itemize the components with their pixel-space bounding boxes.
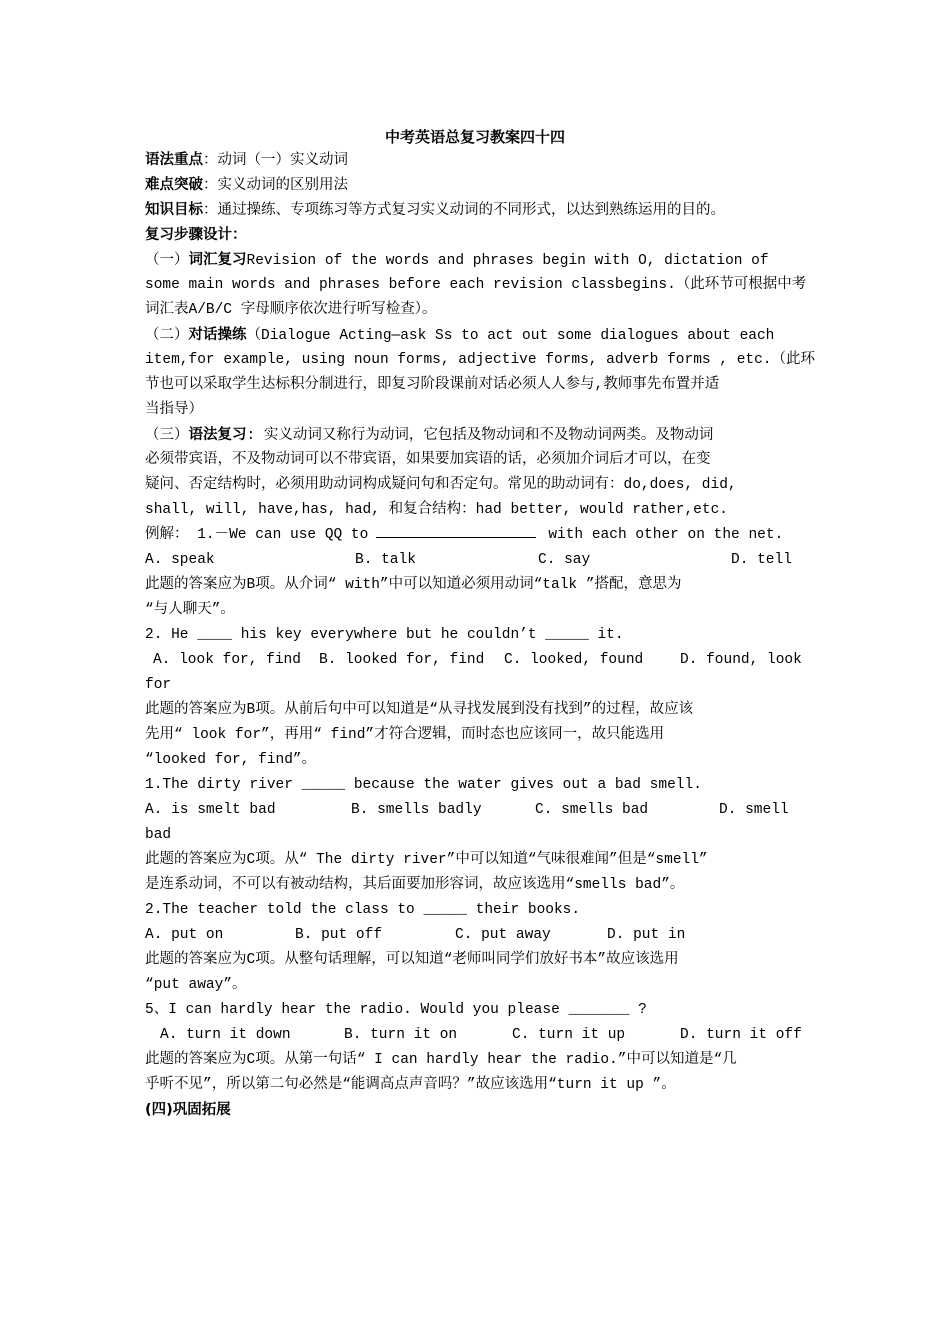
sec3-line-2: 必须带宾语，不及物动词可以不带宾语，如果要加宾语的话，必须加介词后才可以，在变: [145, 452, 711, 468]
example-3-answer-2: 是连系动词，不可以有被动结构，其后面要加形容词，故应该选用“smells bad”。: [145, 877, 685, 893]
example-2-choice-wrap: for: [145, 677, 172, 693]
example-4-question: 2.The teacher told the class to _____ their books.: [145, 902, 581, 918]
example-3-question: 1.The dirty river _____ because the water gives out a bad smell.: [145, 777, 702, 793]
sec3-line-1: [145, 423, 815, 448]
choice-c: C. say: [538, 552, 591, 568]
choice-c: C. turn it up: [512, 1027, 626, 1043]
sec1-prefix: （一）: [145, 253, 189, 269]
sec1-heading: 词汇复习: [188, 252, 247, 268]
sec3-heading: 语法复习: [188, 427, 247, 443]
choice-b: B. turn it on: [344, 1027, 458, 1043]
difficulty-value: ：实义动词的区别用法: [203, 178, 348, 194]
example-1-intro: 例解： 1.－We can use QQ to: [145, 527, 369, 543]
page-title: 中考英语总复习教案四十四: [384, 128, 565, 146]
example-2-choices: [145, 648, 815, 673]
example-4-choices: [145, 923, 815, 948]
sec2-line-3: 节也可以采取学生达标积分制进行，即复习阶段课前对话必须人人参与,教师事先布置并适: [145, 377, 720, 393]
example-4-answer-2: “put away”。: [145, 977, 247, 993]
sec1-line-2: some main words and phrases before each revision classbegins.（此环节可根据中考: [145, 277, 807, 293]
steps-heading: 复习步骤设计：: [145, 227, 247, 243]
example-1-tail: with each other on the net.: [548, 527, 784, 543]
grammar-key-value: ：动词（一）实义动词: [203, 153, 348, 169]
difficulty-line: [145, 173, 815, 198]
sec2-line-1: [145, 323, 815, 348]
choice-d: D. turn it off: [680, 1027, 802, 1043]
choice-d: D. found, look: [680, 652, 802, 668]
answer-blank: [376, 523, 536, 538]
example-3-answer-1: 此题的答案应为C项。从“ The dirty river”中可以知道“气味很难闻”但是“smell”: [145, 852, 708, 868]
sec1-line-3: 词汇表A/B/C 字母顺序依次进行听写检查）。: [145, 302, 437, 318]
example-2-answer-3: “looked for, find”。: [145, 752, 317, 768]
sec3-line-4: shall, will, have,has, had, 和复合结构：had better, would rather,etc.: [145, 502, 728, 518]
sec1-line-1: [145, 248, 815, 273]
choice-a: A. turn it down: [160, 1027, 291, 1043]
choice-a: A. speak: [145, 552, 215, 568]
choice-d: D. put in: [607, 927, 686, 943]
example-1-choices: [145, 548, 815, 573]
sec3-text-1: : 实义动词又称行为动词，它包括及物动词和不及物动词两类。及物动词: [246, 428, 714, 444]
sec3-prefix: （三）: [145, 428, 189, 444]
example-1-answer-1: 此题的答案应为B项。从介词“ with”中可以知道必须用动词“talk ”搭配，意思为: [145, 577, 682, 593]
choice-b: B. looked for, find: [319, 652, 485, 668]
example-5-answer-1: 此题的答案应为C项。从第一句话“ I can hardly hear the radio.”中可以知道是“几: [145, 1052, 737, 1068]
goal-label: 知识目标: [145, 202, 203, 218]
sec2-line-2: item,for example, using noun forms, adjective forms, adverb forms , etc.（此环: [145, 352, 816, 368]
choice-b: B. talk: [355, 552, 416, 568]
choice-a: A. is smelt bad: [145, 802, 276, 818]
sec2-heading: 对话操练: [188, 327, 247, 343]
example-5-question: 5、I can hardly hear the radio. Would you please _______ ?: [145, 1002, 647, 1018]
example-3-choices: [145, 798, 815, 823]
difficulty-label: 难点突破: [145, 177, 203, 193]
choice-d: D. tell: [731, 552, 792, 568]
choice-c: C. smells bad: [535, 802, 649, 818]
example-2-question: 2. He ____ his key everywhere but he couldn’t _____ it.: [145, 627, 624, 643]
goal-value: ：通过操练、专项练习等方式复习实义动词的不同形式，以达到熟练运用的目的。: [203, 203, 725, 219]
choice-a: A. look for, find: [153, 652, 301, 668]
example-3-choice-wrap: bad: [145, 827, 172, 843]
example-2-answer-1: 此题的答案应为B项。从前后句中可以知道是“从寻找发展到没有找到”的过程，故应该: [145, 702, 694, 718]
grammar-key-line: [145, 148, 815, 173]
goal-line: [145, 198, 815, 223]
example-5-answer-2: 乎听不见”，所以第二句必然是“能调高点声音吗？”故应该选用“turn it up ”。: [145, 1077, 676, 1093]
choice-b: B. put off: [295, 927, 383, 943]
grammar-key-label: 语法重点: [145, 152, 203, 168]
example-1-question: [145, 523, 815, 548]
sec1-text-1: Revision of the words and phrases begin with O, dictation of: [246, 253, 769, 269]
choice-c: C. put away: [455, 927, 551, 943]
example-2-answer-2: 先用“ look for”，再用“ find”才符合逻辑，而时态也应该同一，故只能选用: [145, 727, 665, 743]
choice-a: A. put on: [145, 927, 224, 943]
sec2-text-1: （Dialogue Acting—ask Ss to act out some dialogues about each: [246, 328, 775, 344]
document-body: [145, 148, 815, 1123]
example-5-choices: [145, 1023, 815, 1048]
example-1-answer-2: “与人聊天”。: [145, 602, 235, 618]
example-4-answer-1: 此题的答案应为C项。从整句话理解，可以知道“老师叫同学们放好书本”故应该选用: [145, 952, 679, 968]
sec4-heading: (四)巩固拓展: [145, 1102, 231, 1118]
choice-d: D. smell: [719, 802, 789, 818]
sec2-line-4: 当指导）: [145, 402, 203, 418]
sec3-line-3: 疑问、否定结构时，必须用助动词构成疑问句和否定句。常见的助动词有：do,does, did,: [145, 477, 737, 493]
choice-c: C. looked, found: [504, 652, 644, 668]
choice-b: B. smells badly: [351, 802, 482, 818]
sec2-prefix: （二）: [145, 328, 189, 344]
